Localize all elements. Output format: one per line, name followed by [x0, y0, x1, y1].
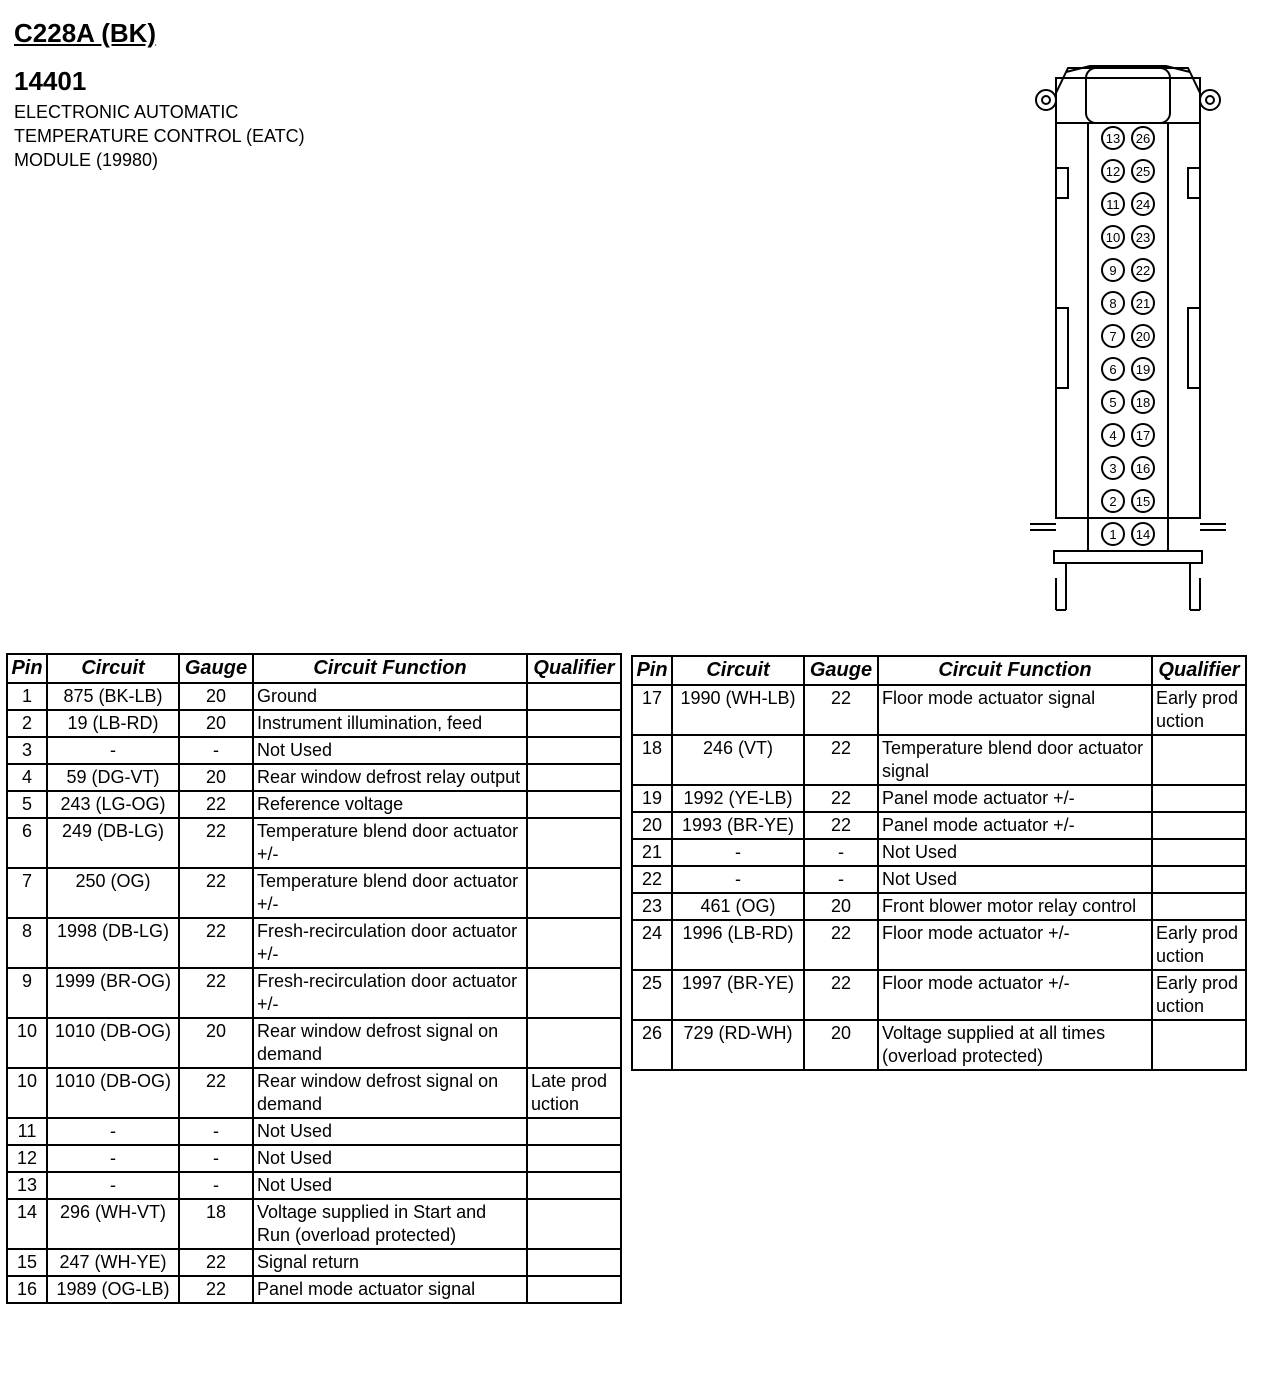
- pin-number-label: 20: [1135, 329, 1151, 344]
- pin-cell: 16: [7, 1276, 47, 1303]
- table-row: [7, 683, 621, 710]
- table-row: [7, 1118, 621, 1145]
- table-row: [7, 968, 621, 1018]
- pin-number-label: 7: [1109, 329, 1117, 344]
- qualifier-cell: Early production: [1152, 920, 1246, 970]
- function-cell: Rear window defrost signal on demand: [253, 1018, 527, 1068]
- connector-id: C228A (BK): [14, 18, 157, 48]
- pin-table-left: [6, 653, 622, 1304]
- qualifier-cell: [527, 683, 621, 710]
- function-cell: Rear window defrost signal on demand: [253, 1068, 527, 1118]
- pin-cell: 2: [7, 710, 47, 737]
- pin-cell: 9: [7, 968, 47, 1018]
- connector-housing: [1030, 66, 1226, 610]
- qualifier-cell: [1152, 785, 1246, 812]
- qualifier-cell: [527, 1145, 621, 1172]
- pin-number-label: 4: [1109, 428, 1117, 443]
- pin-cell: 25: [632, 970, 672, 1020]
- function-cell: Fresh-recirculation door actuator +/-: [253, 968, 527, 1018]
- qualifier-cell: [527, 968, 621, 1018]
- header-gauge: Gauge: [179, 654, 253, 683]
- qualifier-cell: [527, 868, 621, 918]
- circuit-cell: 1992 (YE-LB): [672, 785, 804, 812]
- gauge-cell: 20: [179, 683, 253, 710]
- qualifier-cell: [527, 1118, 621, 1145]
- circuit-cell: 246 (VT): [672, 735, 804, 785]
- table-row: [7, 1199, 621, 1249]
- pin-cell: 26: [632, 1020, 672, 1070]
- circuit-cell: 19 (LB-RD): [47, 710, 179, 737]
- circuit-cell: -: [672, 866, 804, 893]
- circuit-cell: -: [672, 839, 804, 866]
- table-row: [632, 893, 1246, 920]
- header-circuit: Circuit: [672, 656, 804, 685]
- pin-number-label: 17: [1135, 428, 1151, 443]
- gauge-cell: 20: [179, 764, 253, 791]
- pin-cell: 4: [7, 764, 47, 791]
- qualifier-cell: Late production: [527, 1068, 621, 1118]
- circuit-cell: 1996 (LB-RD): [672, 920, 804, 970]
- function-cell: Not Used: [253, 1145, 527, 1172]
- pin-cell: 19: [632, 785, 672, 812]
- circuit-cell: 461 (OG): [672, 893, 804, 920]
- pin-number-label: 1: [1109, 527, 1117, 542]
- qualifier-cell: [527, 710, 621, 737]
- qualifier-cell: [527, 1276, 621, 1303]
- circuit-cell: 875 (BK-LB): [47, 683, 179, 710]
- table-row: [632, 785, 1246, 812]
- table-row: [7, 1249, 621, 1276]
- gauge-cell: 20: [179, 710, 253, 737]
- pin-number-label: 24: [1135, 197, 1151, 212]
- pin-cell: 11: [7, 1118, 47, 1145]
- pin-number-label: 10: [1105, 230, 1121, 245]
- pin-number-label: 26: [1135, 131, 1151, 146]
- qualifier-cell: [527, 1249, 621, 1276]
- function-cell: Fresh-recirculation door actuator +/-: [253, 918, 527, 968]
- header-qualifier: Qualifier: [1152, 656, 1246, 685]
- qualifier-cell: [527, 791, 621, 818]
- qualifier-cell: [527, 1018, 621, 1068]
- table-row: [7, 818, 621, 868]
- gauge-cell: 22: [804, 785, 878, 812]
- pin-cell: 14: [7, 1199, 47, 1249]
- pin-cell: 22: [632, 866, 672, 893]
- header-circuit-function: Circuit Function: [253, 654, 527, 683]
- pin-number-label: 19: [1135, 362, 1151, 377]
- pin-cell: 1: [7, 683, 47, 710]
- circuit-cell: 296 (WH-VT): [47, 1199, 179, 1249]
- qualifier-cell: [1152, 893, 1246, 920]
- pin-number-label: 5: [1109, 395, 1117, 410]
- qualifier-cell: [527, 764, 621, 791]
- connector-face-diagram: [1028, 58, 1228, 618]
- qualifier-cell: [1152, 735, 1246, 785]
- circuit-cell: 249 (DB-LG): [47, 818, 179, 868]
- qualifier-cell: [1152, 812, 1246, 839]
- gauge-cell: 22: [179, 1249, 253, 1276]
- pin-cell: 15: [7, 1249, 47, 1276]
- circuit-cell: 1998 (DB-LG): [47, 918, 179, 968]
- table-row: [632, 735, 1246, 785]
- function-cell: Not Used: [253, 1118, 527, 1145]
- function-cell: Instrument illumination, feed: [253, 710, 527, 737]
- pin-cell: 8: [7, 918, 47, 968]
- pin-number-label: 8: [1109, 296, 1117, 311]
- qualifier-cell: [527, 1172, 621, 1199]
- pin-number-label: 3: [1109, 461, 1117, 476]
- function-cell: Rear window defrost relay output: [253, 764, 527, 791]
- table-row: [632, 920, 1246, 970]
- pin-number-label: 2: [1109, 494, 1117, 509]
- function-cell: Temperature blend door actuator signal: [878, 735, 1152, 785]
- function-cell: Not Used: [253, 1172, 527, 1199]
- pin-cell: 5: [7, 791, 47, 818]
- gauge-cell: -: [179, 737, 253, 764]
- function-cell: Temperature blend door actuator +/-: [253, 818, 527, 868]
- gauge-cell: -: [179, 1145, 253, 1172]
- pin-number-label: 14: [1135, 527, 1151, 542]
- function-cell: Front blower motor relay control: [878, 893, 1152, 920]
- table-row: [632, 685, 1246, 735]
- function-cell: Reference voltage: [253, 791, 527, 818]
- table-row: [7, 1172, 621, 1199]
- header-pin: Pin: [7, 654, 47, 683]
- pin-cell: 7: [7, 868, 47, 918]
- pin-array: [1102, 127, 1154, 545]
- qualifier-cell: [1152, 866, 1246, 893]
- circuit-cell: 1999 (BR-OG): [47, 968, 179, 1018]
- gauge-cell: 22: [179, 968, 253, 1018]
- pin-number-label: 23: [1135, 230, 1151, 245]
- pin-number-label: 11: [1106, 197, 1120, 212]
- table-header-row: [7, 654, 621, 683]
- gauge-cell: -: [179, 1172, 253, 1199]
- pin-cell: 20: [632, 812, 672, 839]
- table-row: [7, 1018, 621, 1068]
- qualifier-cell: [527, 818, 621, 868]
- circuit-cell: 729 (RD-WH): [672, 1020, 804, 1070]
- table-row: [632, 812, 1246, 839]
- gauge-cell: 22: [804, 920, 878, 970]
- pin-number-label: 16: [1135, 461, 1151, 476]
- pin-number-label: 9: [1109, 263, 1117, 278]
- gauge-cell: 22: [179, 1276, 253, 1303]
- circuit-cell: 250 (OG): [47, 868, 179, 918]
- pin-cell: 13: [7, 1172, 47, 1199]
- pin-cell: 17: [632, 685, 672, 735]
- gauge-cell: 22: [179, 818, 253, 868]
- pin-number-label: 18: [1135, 395, 1151, 410]
- circuit-cell: -: [47, 1172, 179, 1199]
- pin-cell: 10: [7, 1068, 47, 1118]
- circuit-cell: 247 (WH-YE): [47, 1249, 179, 1276]
- function-cell: Ground: [253, 683, 527, 710]
- pin-number-label: 25: [1135, 164, 1151, 179]
- header-gauge: Gauge: [804, 656, 878, 685]
- function-cell: Panel mode actuator signal: [253, 1276, 527, 1303]
- pin-number-label: 22: [1135, 263, 1151, 278]
- pin-cell: 3: [7, 737, 47, 764]
- gauge-cell: 22: [179, 1068, 253, 1118]
- part-number: 14401: [14, 66, 87, 96]
- pin-number-label: 12: [1105, 164, 1121, 179]
- pin-cell: 21: [632, 839, 672, 866]
- header-qualifier: Qualifier: [527, 654, 621, 683]
- function-cell: Floor mode actuator +/-: [878, 920, 1152, 970]
- gauge-cell: -: [804, 866, 878, 893]
- qualifier-cell: Early production: [1152, 685, 1246, 735]
- circuit-cell: 1990 (WH-LB): [672, 685, 804, 735]
- gauge-cell: -: [179, 1118, 253, 1145]
- qualifier-cell: [527, 737, 621, 764]
- circuit-cell: 243 (LG-OG): [47, 791, 179, 818]
- qualifier-cell: Early production: [1152, 970, 1246, 1020]
- circuit-cell: -: [47, 1145, 179, 1172]
- gauge-cell: 22: [804, 970, 878, 1020]
- gauge-cell: 20: [804, 893, 878, 920]
- table-row: [632, 866, 1246, 893]
- circuit-cell: 1010 (DB-OG): [47, 1018, 179, 1068]
- pin-cell: 18: [632, 735, 672, 785]
- table-row: [7, 710, 621, 737]
- circuit-cell: -: [47, 1118, 179, 1145]
- table-row: [7, 1276, 621, 1303]
- function-cell: Floor mode actuator signal: [878, 685, 1152, 735]
- description-line: TEMPERATURE CONTROL (EATC): [14, 126, 305, 146]
- gauge-cell: 22: [804, 735, 878, 785]
- gauge-cell: 22: [804, 812, 878, 839]
- function-cell: Voltage supplied at all times (overload protected): [878, 1020, 1152, 1070]
- description-line: MODULE (19980): [14, 150, 159, 170]
- circuit-cell: 1989 (OG-LB): [47, 1276, 179, 1303]
- description-line: ELECTRONIC AUTOMATIC: [14, 102, 239, 122]
- function-cell: Voltage supplied in Start and Run (overload protected): [253, 1199, 527, 1249]
- qualifier-cell: [527, 918, 621, 968]
- function-cell: Not Used: [878, 866, 1152, 893]
- gauge-cell: 22: [179, 918, 253, 968]
- table-row: [7, 918, 621, 968]
- pin-cell: 6: [7, 818, 47, 868]
- function-cell: Panel mode actuator +/-: [878, 812, 1152, 839]
- qualifier-cell: [1152, 1020, 1246, 1070]
- pin-cell: 24: [632, 920, 672, 970]
- circuit-cell: 1993 (BR-YE): [672, 812, 804, 839]
- pin-number-label: 6: [1109, 362, 1117, 377]
- gauge-cell: -: [804, 839, 878, 866]
- table-row: [632, 970, 1246, 1020]
- function-cell: Panel mode actuator +/-: [878, 785, 1152, 812]
- pin-cell: 23: [632, 893, 672, 920]
- circuit-cell: 59 (DG-VT): [47, 764, 179, 791]
- qualifier-cell: [527, 1199, 621, 1249]
- pin-cell: 12: [7, 1145, 47, 1172]
- header-circuit: Circuit: [47, 654, 179, 683]
- gauge-cell: 22: [179, 791, 253, 818]
- circuit-cell: 1997 (BR-YE): [672, 970, 804, 1020]
- circuit-cell: -: [47, 737, 179, 764]
- circuit-cell: 1010 (DB-OG): [47, 1068, 179, 1118]
- table-row: [7, 868, 621, 918]
- function-cell: Floor mode actuator +/-: [878, 970, 1152, 1020]
- pin-number-label: 21: [1135, 296, 1151, 311]
- pin-table-right: [631, 655, 1247, 1071]
- table-row: [7, 1068, 621, 1118]
- gauge-cell: 22: [179, 868, 253, 918]
- table-header-row: [632, 656, 1246, 685]
- gauge-cell: 22: [804, 685, 878, 735]
- pin-cell: 10: [7, 1018, 47, 1068]
- connector-description: [14, 100, 305, 172]
- table-row: [632, 1020, 1246, 1070]
- table-row: [7, 737, 621, 764]
- function-cell: Signal return: [253, 1249, 527, 1276]
- function-cell: Not Used: [253, 737, 527, 764]
- function-cell: Temperature blend door actuator +/-: [253, 868, 527, 918]
- function-cell: Not Used: [878, 839, 1152, 866]
- pin-number-label: 13: [1105, 131, 1121, 146]
- gauge-cell: 20: [179, 1018, 253, 1068]
- table-row: [632, 839, 1246, 866]
- gauge-cell: 20: [804, 1020, 878, 1070]
- gauge-cell: 18: [179, 1199, 253, 1249]
- header-pin: Pin: [632, 656, 672, 685]
- table-row: [7, 1145, 621, 1172]
- header-circuit-function: Circuit Function: [878, 656, 1152, 685]
- table-row: [7, 764, 621, 791]
- pin-number-label: 15: [1135, 494, 1151, 509]
- qualifier-cell: [1152, 839, 1246, 866]
- table-row: [7, 791, 621, 818]
